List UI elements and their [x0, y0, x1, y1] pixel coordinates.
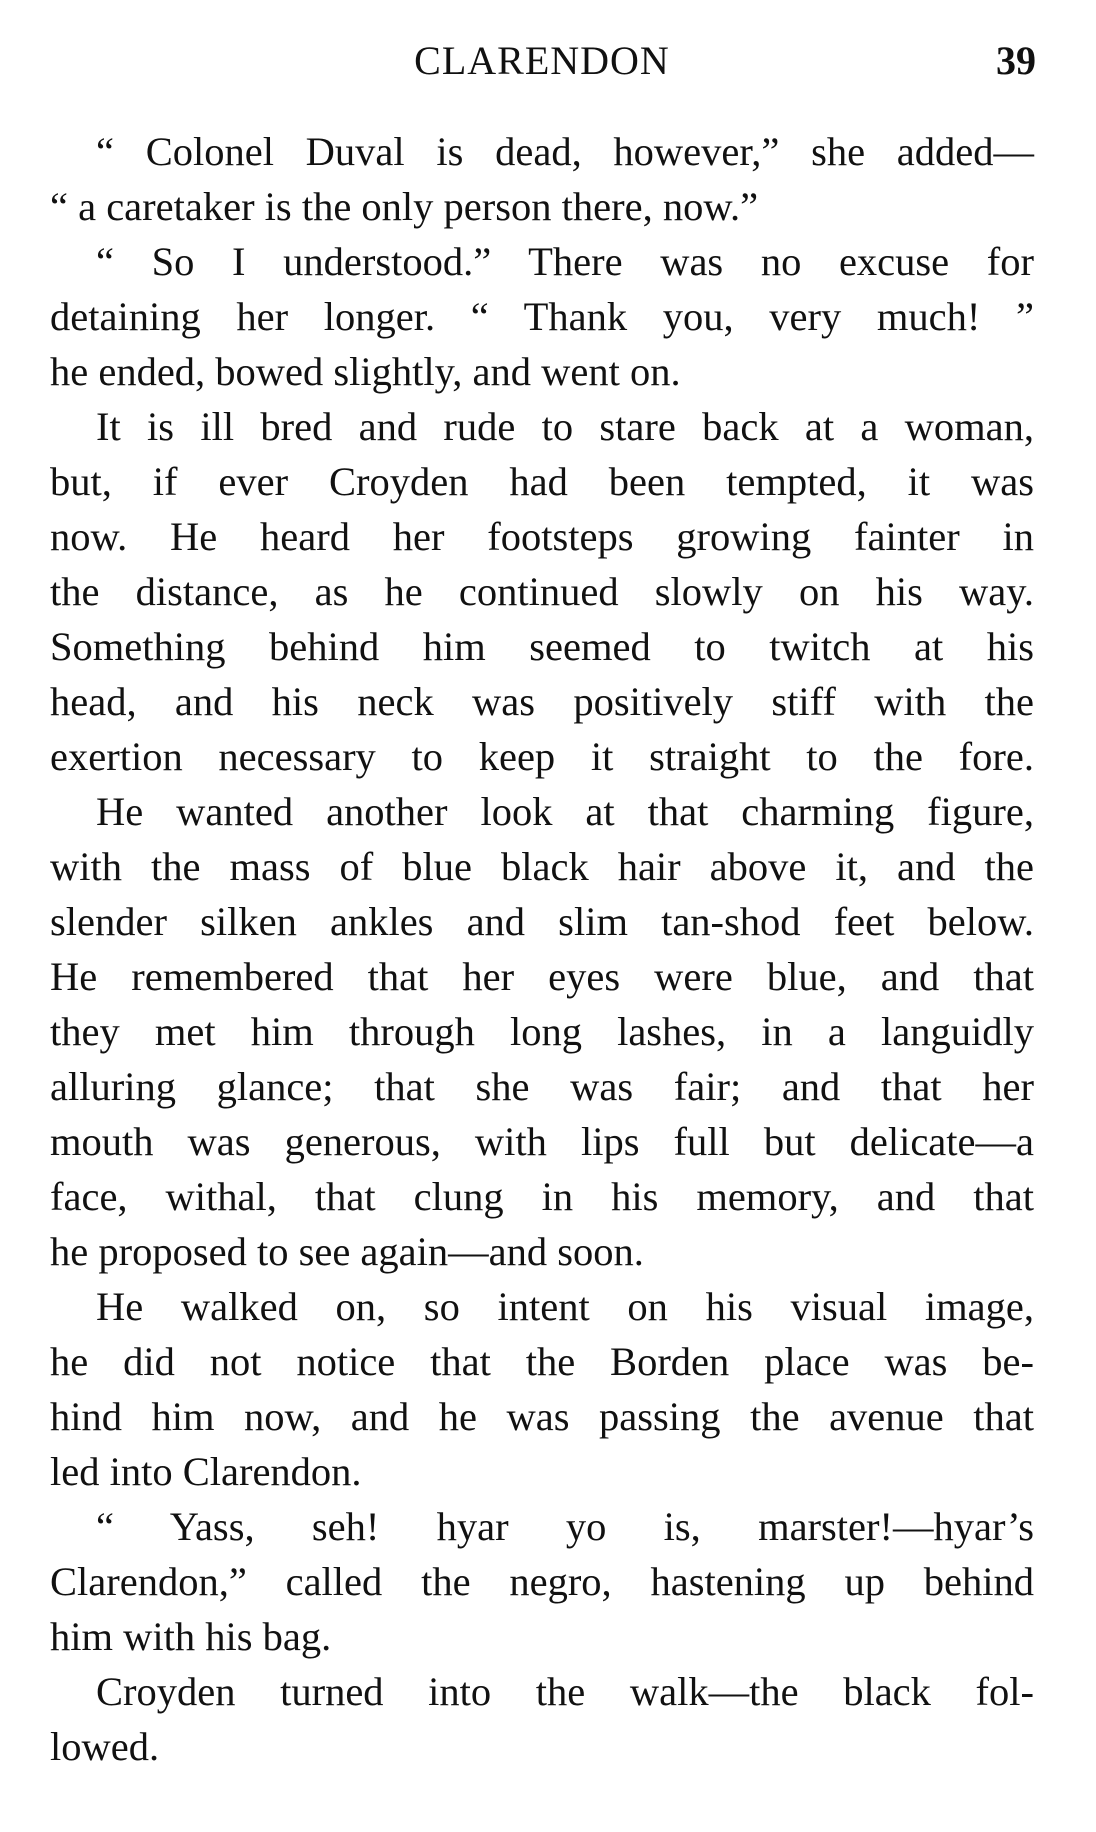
text-line: with the mass of blue black hair above it, and the [50, 844, 1034, 889]
text-line: face, withal, that clung in his memory, and that [50, 1174, 1034, 1219]
text-line: mouth was generous, with lips full but delicate—a [50, 1119, 1034, 1164]
text-line: now. He heard her footsteps growing fainter in [50, 514, 1034, 559]
text-line: “ Yass, seh! hyar yo is, marster!—hyar’s [96, 1504, 1034, 1549]
running-title: CLARENDON [414, 38, 670, 83]
paragraph-5 [50, 1279, 1034, 1499]
paragraph-1 [50, 124, 1034, 234]
running-head [48, 36, 1036, 86]
text-line: head, and his neck was positively stiff with the [50, 679, 1034, 724]
text-line: slender silken ankles and slim tan-shod feet below. [50, 899, 1034, 944]
paragraph-4 [50, 784, 1034, 1279]
paragraph-2 [50, 234, 1034, 399]
text-line: Clarendon,” called the negro, hastening up behind [50, 1559, 1034, 1604]
text-line: him with his bag. [50, 1614, 332, 1659]
text-line: “ Colonel Duval is dead, however,” she added— [96, 129, 1034, 174]
paragraph-7 [50, 1664, 1034, 1774]
text-line: they met him through long lashes, in a languidly [50, 1009, 1034, 1054]
text-line: Croyden turned into the walk—the black fol- [96, 1669, 1034, 1714]
text-line: the distance, as he continued slowly on his way. [50, 569, 1034, 614]
paragraph-3 [50, 399, 1034, 784]
text-line: he proposed to see again—and soon. [50, 1229, 644, 1274]
text-line: exertion necessary to keep it straight to the fore. [50, 734, 1034, 779]
text-line: detaining her longer. “ Thank you, very much! ” [50, 294, 1034, 339]
text-line: led into Clarendon. [50, 1449, 362, 1494]
text-line: He remembered that her eyes were blue, and that [50, 954, 1034, 999]
text-line: but, if ever Croyden had been tempted, it was [50, 459, 1034, 504]
text-line: hind him now, and he was passing the avenue that [50, 1394, 1034, 1439]
text-line: He walked on, so intent on his visual image, [96, 1284, 1034, 1329]
text-line: “ a caretaker is the only person there, now.” [50, 184, 759, 229]
page-number: 39 [996, 38, 1036, 83]
text-line: He wanted another look at that charming figure, [96, 789, 1034, 834]
text-line: he ended, bowed slightly, and went on. [50, 349, 681, 394]
text-line: “ So I understood.” There was no excuse for [96, 239, 1034, 284]
body-text [50, 124, 1034, 1774]
paragraph-6 [50, 1499, 1034, 1664]
text-line: alluring glance; that she was fair; and that her [50, 1064, 1034, 1109]
text-line: he did not notice that the Borden place was be- [50, 1339, 1034, 1384]
text-line: Something behind him seemed to twitch at his [50, 624, 1034, 669]
text-line: It is ill bred and rude to stare back at a woman, [96, 404, 1034, 449]
text-line: lowed. [50, 1724, 160, 1769]
